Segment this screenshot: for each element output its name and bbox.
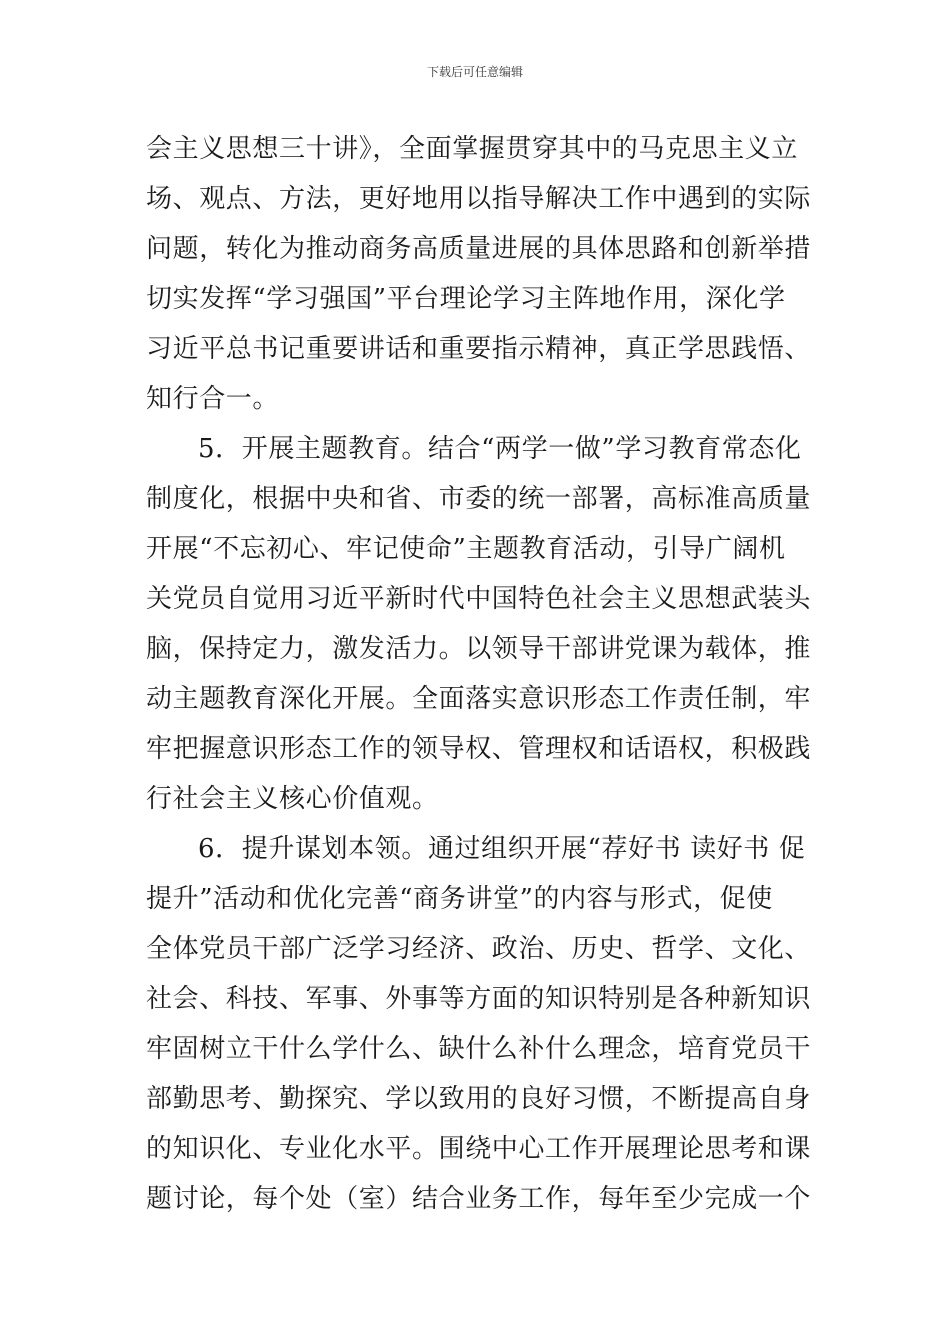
text-line: 动主题教育深化开展。全面落实意识形态工作责任制，牢: [146, 684, 812, 714]
text-line: 社会、科技、军事、外事等方面的知识特别是各种新知识: [146, 984, 812, 1014]
paragraph-5-start-line: 5．开展主题教育。结合“两学一做”学习教育常态化: [198, 434, 802, 464]
text-line: 题讨论，每个处（室）结合业务工作，每年至少完成一个: [146, 1184, 812, 1214]
document-body: [146, 124, 812, 1224]
text-line: 开展“不忘初心、牢记使命”主题教育活动，引导广阔机: [146, 534, 786, 564]
text-line: 提升”活动和优化完善“商务讲堂”的内容与形式，促使: [146, 884, 773, 914]
text-line: 全体党员干部广泛学习经济、政治、历史、哲学、文化、: [146, 934, 812, 964]
text-line: 牢固树立干什么学什么、缺什么补什么理念，培育党员干: [146, 1034, 812, 1064]
page-header-note: 下载后可任意编辑: [426, 65, 523, 79]
text-line: 习近平总书记重要讲话和重要指示精神，真正学思践悟、: [146, 334, 812, 364]
text-line: 切实发挥“学习强国”平台理论学习主阵地作用，深化学: [146, 284, 786, 314]
text-line: 关党员自觉用习近平新时代中国特色社会主义思想武装头: [146, 584, 812, 614]
text-line: 问题，转化为推动商务高质量进展的具体思路和创新举措: [146, 234, 812, 264]
text-line: 部勤思考、勤探究、学以致用的良好习惯，不断提高自身: [146, 1084, 812, 1114]
text-line: 场、观点、方法，更好地用以指导解决工作中遇到的实际: [146, 184, 812, 214]
text-line: 行社会主义核心价值观。: [146, 784, 439, 814]
text-line: 牢把握意识形态工作的领导权、管理权和话语权，积极践: [146, 734, 812, 764]
paragraph-6-start-line: 6．提升谋划本领。通过组织开展“荐好书 读好书 促: [198, 834, 806, 864]
text-line: 的知识化、专业化水平。围绕中心工作开展理论思考和课: [146, 1134, 812, 1164]
text-line: 制度化，根据中央和省、市委的统一部署，高标准高质量: [146, 484, 812, 514]
text-line: 知行合一。: [146, 384, 280, 414]
text-line: 会主义思想三十讲》，全面掌握贯穿其中的马克思主义立: [146, 134, 799, 164]
text-line: 脑，保持定力，激发活力。以领导干部讲党课为载体，推: [146, 634, 812, 664]
